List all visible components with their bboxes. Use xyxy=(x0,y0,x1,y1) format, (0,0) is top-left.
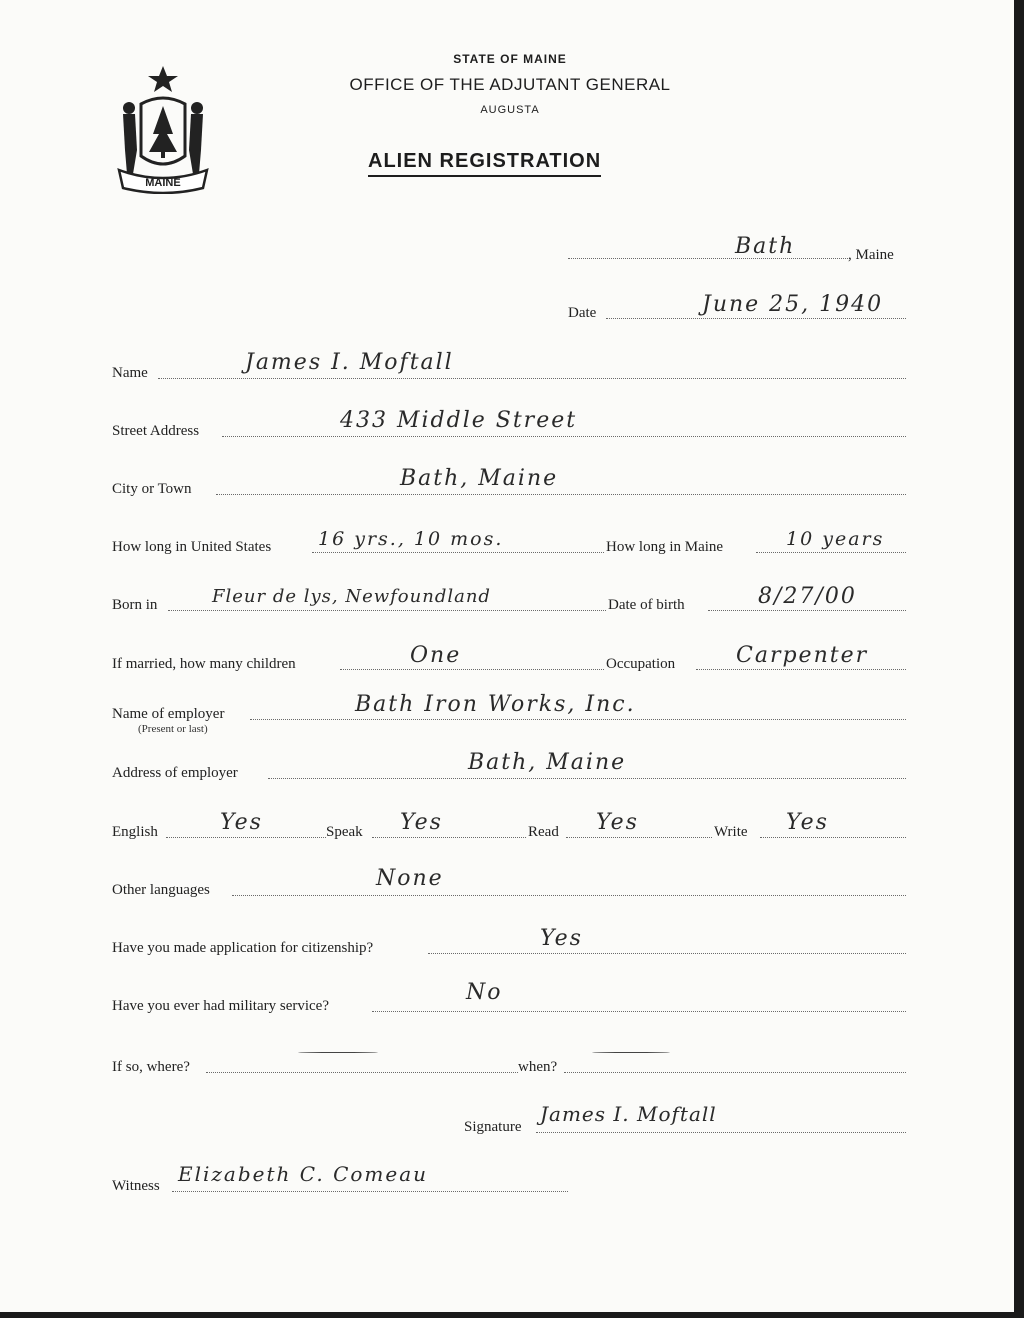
how-long-maine-label: How long in Maine xyxy=(606,539,724,555)
read-line xyxy=(566,837,712,838)
employer-address-line xyxy=(268,778,906,779)
military-service-line xyxy=(372,1011,906,1012)
state-of-maine-seal-icon xyxy=(113,64,213,194)
date-line xyxy=(606,318,906,319)
date-of-birth-line xyxy=(708,610,906,611)
write-label: Write xyxy=(714,824,748,840)
place-value[interactable]: Bath xyxy=(735,234,796,259)
name-value[interactable]: James I. Moftall xyxy=(245,350,454,375)
state-heading: STATE OF MAINE xyxy=(453,52,567,66)
date-label: Date xyxy=(568,305,597,321)
born-in-value[interactable]: Fleur de lys, Newfoundland xyxy=(212,586,491,607)
if-so-where-line[interactable] xyxy=(206,1072,518,1073)
signature-label: Signature xyxy=(464,1119,522,1135)
employer-line xyxy=(250,719,906,720)
military-service-label: Have you ever had military service? xyxy=(112,998,329,1014)
speak-line xyxy=(372,837,526,838)
occupation-line xyxy=(696,669,906,670)
citizenship-value[interactable]: Yes xyxy=(540,926,583,951)
city-value[interactable]: Bath, Maine xyxy=(400,466,559,491)
other-languages-line xyxy=(232,895,906,896)
speak-value[interactable]: Yes xyxy=(400,810,443,835)
street-address-value[interactable]: 433 Middle Street xyxy=(340,408,578,433)
city-line xyxy=(216,494,906,495)
name-label: Name xyxy=(112,365,148,381)
how-long-maine-line xyxy=(756,552,906,553)
other-languages-label: Other languages xyxy=(112,882,210,898)
employer-address-value[interactable]: Bath, Maine xyxy=(468,750,627,775)
witness-label: Witness xyxy=(112,1178,160,1194)
how-long-maine-value[interactable]: 10 years xyxy=(786,528,885,550)
military-service-value[interactable]: No xyxy=(466,980,503,1005)
date-of-birth-value[interactable]: 8/27/00 xyxy=(758,584,857,609)
born-in-line xyxy=(168,610,606,611)
citizenship-line xyxy=(428,953,906,954)
children-line xyxy=(340,669,604,670)
office-heading: OFFICE OF THE ADJUTANT GENERAL xyxy=(349,75,671,94)
employer-value[interactable]: Bath Iron Works, Inc. xyxy=(355,692,636,717)
occupation-value[interactable]: Carpenter xyxy=(736,643,869,668)
if-so-where-label: If so, where? xyxy=(112,1059,190,1075)
how-long-us-line xyxy=(312,552,604,553)
signature-line xyxy=(536,1132,906,1133)
children-label: If married, how many children xyxy=(112,656,296,672)
when-blank-dash xyxy=(592,1052,670,1053)
city-label: City or Town xyxy=(112,481,192,497)
employer-label: Name of employer xyxy=(112,706,225,722)
occupation-label: Occupation xyxy=(606,656,676,672)
how-long-us-value[interactable]: 16 yrs., 10 mos. xyxy=(318,528,504,550)
children-value[interactable]: One xyxy=(410,643,462,668)
seal-banner-text: MAINE xyxy=(145,177,181,189)
english-value[interactable]: Yes xyxy=(220,810,263,835)
date-value[interactable]: June 25, 1940 xyxy=(702,292,884,317)
write-value[interactable]: Yes xyxy=(786,810,829,835)
witness-value[interactable]: Elizabeth C. Comeau xyxy=(178,1162,429,1186)
date-of-birth-label: Date of birth xyxy=(608,597,685,613)
read-label: Read xyxy=(528,824,559,840)
form-title: ALIEN REGISTRATION xyxy=(368,150,601,177)
name-line xyxy=(158,378,906,379)
citizenship-label: Have you made application for citizenship? xyxy=(112,940,374,956)
born-in-label: Born in xyxy=(112,597,158,613)
read-value[interactable]: Yes xyxy=(596,810,639,835)
english-line xyxy=(166,837,326,838)
place-line xyxy=(568,258,848,259)
when-label: when? xyxy=(518,1059,558,1075)
street-address-label: Street Address xyxy=(112,423,200,439)
when-line[interactable] xyxy=(564,1072,906,1073)
where-blank-dash xyxy=(298,1052,378,1053)
write-line xyxy=(760,837,906,838)
street-address-line xyxy=(222,436,906,437)
signature-value[interactable]: James I. Moftall xyxy=(540,1102,717,1126)
witness-line xyxy=(172,1191,568,1192)
how-long-us-label: How long in United States xyxy=(112,539,272,555)
other-languages-value[interactable]: None xyxy=(376,866,444,891)
employer-address-label: Address of employer xyxy=(112,765,238,781)
speak-label: Speak xyxy=(326,824,363,840)
employer-sublabel: (Present or last) xyxy=(138,723,208,735)
place-suffix-label: , Maine xyxy=(848,247,894,263)
city-heading: AUGUSTA xyxy=(480,104,540,116)
english-label: English xyxy=(112,824,158,840)
